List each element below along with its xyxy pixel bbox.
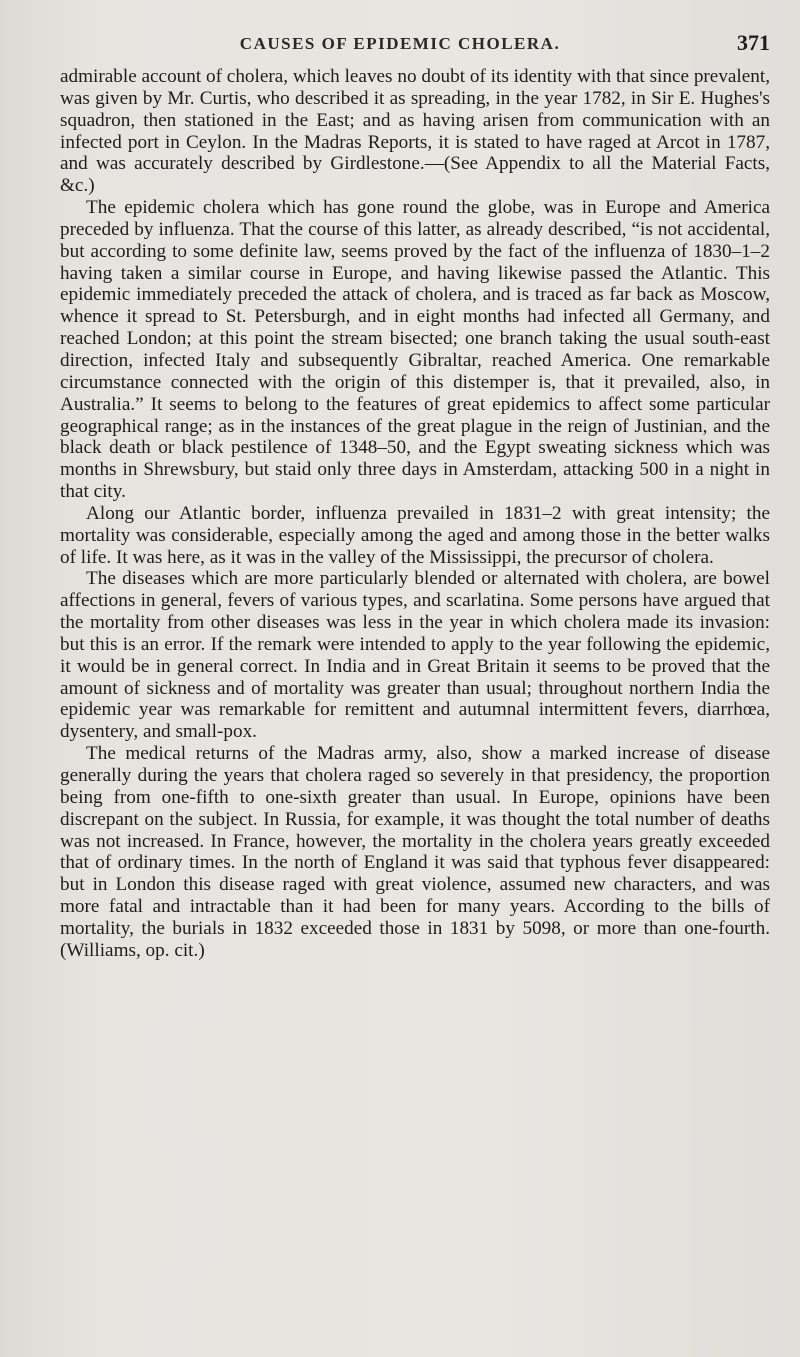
running-head: CAUSES OF EPIDEMIC CHOLERA. xyxy=(239,34,561,53)
paragraph-1: admirable account of cholera, which leaves no doubt of its identity with that since prevalent, was given by Mr. Curtis, who described it as spreading, in the year 1782, in Sir E. Hughes's squadron, then stationed in the East; and as having arisen from communication with an infected port in Ceylon. In the Madras Reports, it is stated to have raged at Arcot in 1787, and was accurately described by Girdlestone.—(See Appendix to all the Material Facts, &c.) xyxy=(60,66,770,197)
body-text xyxy=(60,66,770,962)
paragraph-4: The diseases which are more particularly blended or alternated with cholera, are bowel affections in general, fevers of various types, and scarlatina. Some persons have argued that the mortality from other diseases was less in the year in which cholera made its invasion: but this is an error. If the remark were intended to apply to the year following the epidemic, it would be in general correct. In India and in Great Britain it seems to be proved that the amount of sickness and of mortality was greater than usual; throughout northern India the epidemic year was remarkable for remittent and autumnal intermittent fevers, diarrhœa, dysentery, and small-pox. xyxy=(60,568,770,743)
page-number: 371 xyxy=(737,30,770,55)
paragraph-3: Along our Atlantic border, influenza prevailed in 1831–2 with great intensity; the mortality was considerable, especially among the aged and among those in the better walks of life. It was here, as it was in the valley of the Mississippi, the precursor of cholera. xyxy=(60,502,770,568)
page-header xyxy=(0,30,800,64)
paragraph-5: The medical returns of the Madras army, also, show a marked increase of disease generally during the years that cholera raged so severely in that presidency, the proportion being from one-fifth to one-sixth greater than usual. In Europe, opinions have been discrepant on the subject. In Russia, for example, it was thought the total number of deaths was not increased. In France, however, the mortality in the cholera years greatly exceeded that of ordinary times. In the north of England it was said that typhous fever disappeared: but in London this disease raged with great violence, assumed new characters, and was more fatal and intractable than it had been for many years. According to the bills of mortality, the burials in 1832 exceeded those in 1831 by 5098, or more than one-fourth. (Williams, op. cit.) xyxy=(60,743,770,961)
paragraph-2: The epidemic cholera which has gone round the globe, was in Europe and America preceded by influenza. That the course of this latter, as already described, “is not accidental, but according to some definite law, seems proved by the fact of the influenza of 1830–1–2 having taken a similar course in Europe, and having likewise passed the Atlantic. This epidemic immediately preceded the attack of cholera, and is traced as far back as Moscow, whence it spread to St. Petersburgh, and in eight months had infected all Germany, and reached London; at this point the stream bisected; one branch taking the usual south-east direction, infected Italy and subsequently Gibraltar, reached America. One remarkable circumstance connected with the origin of this distemper is, that it prevailed, also, in Australia.” It seems to belong to the features of great epidemics to affect some particular geographical range; as in the instances of the great plague in the reign of Justinian, and the black death or black pestilence of 1348–50, and the Egypt sweating sickness which was months in Shrewsbury, but staid only three days in Amsterdam, attacking 500 in a night in that city. xyxy=(60,197,770,503)
